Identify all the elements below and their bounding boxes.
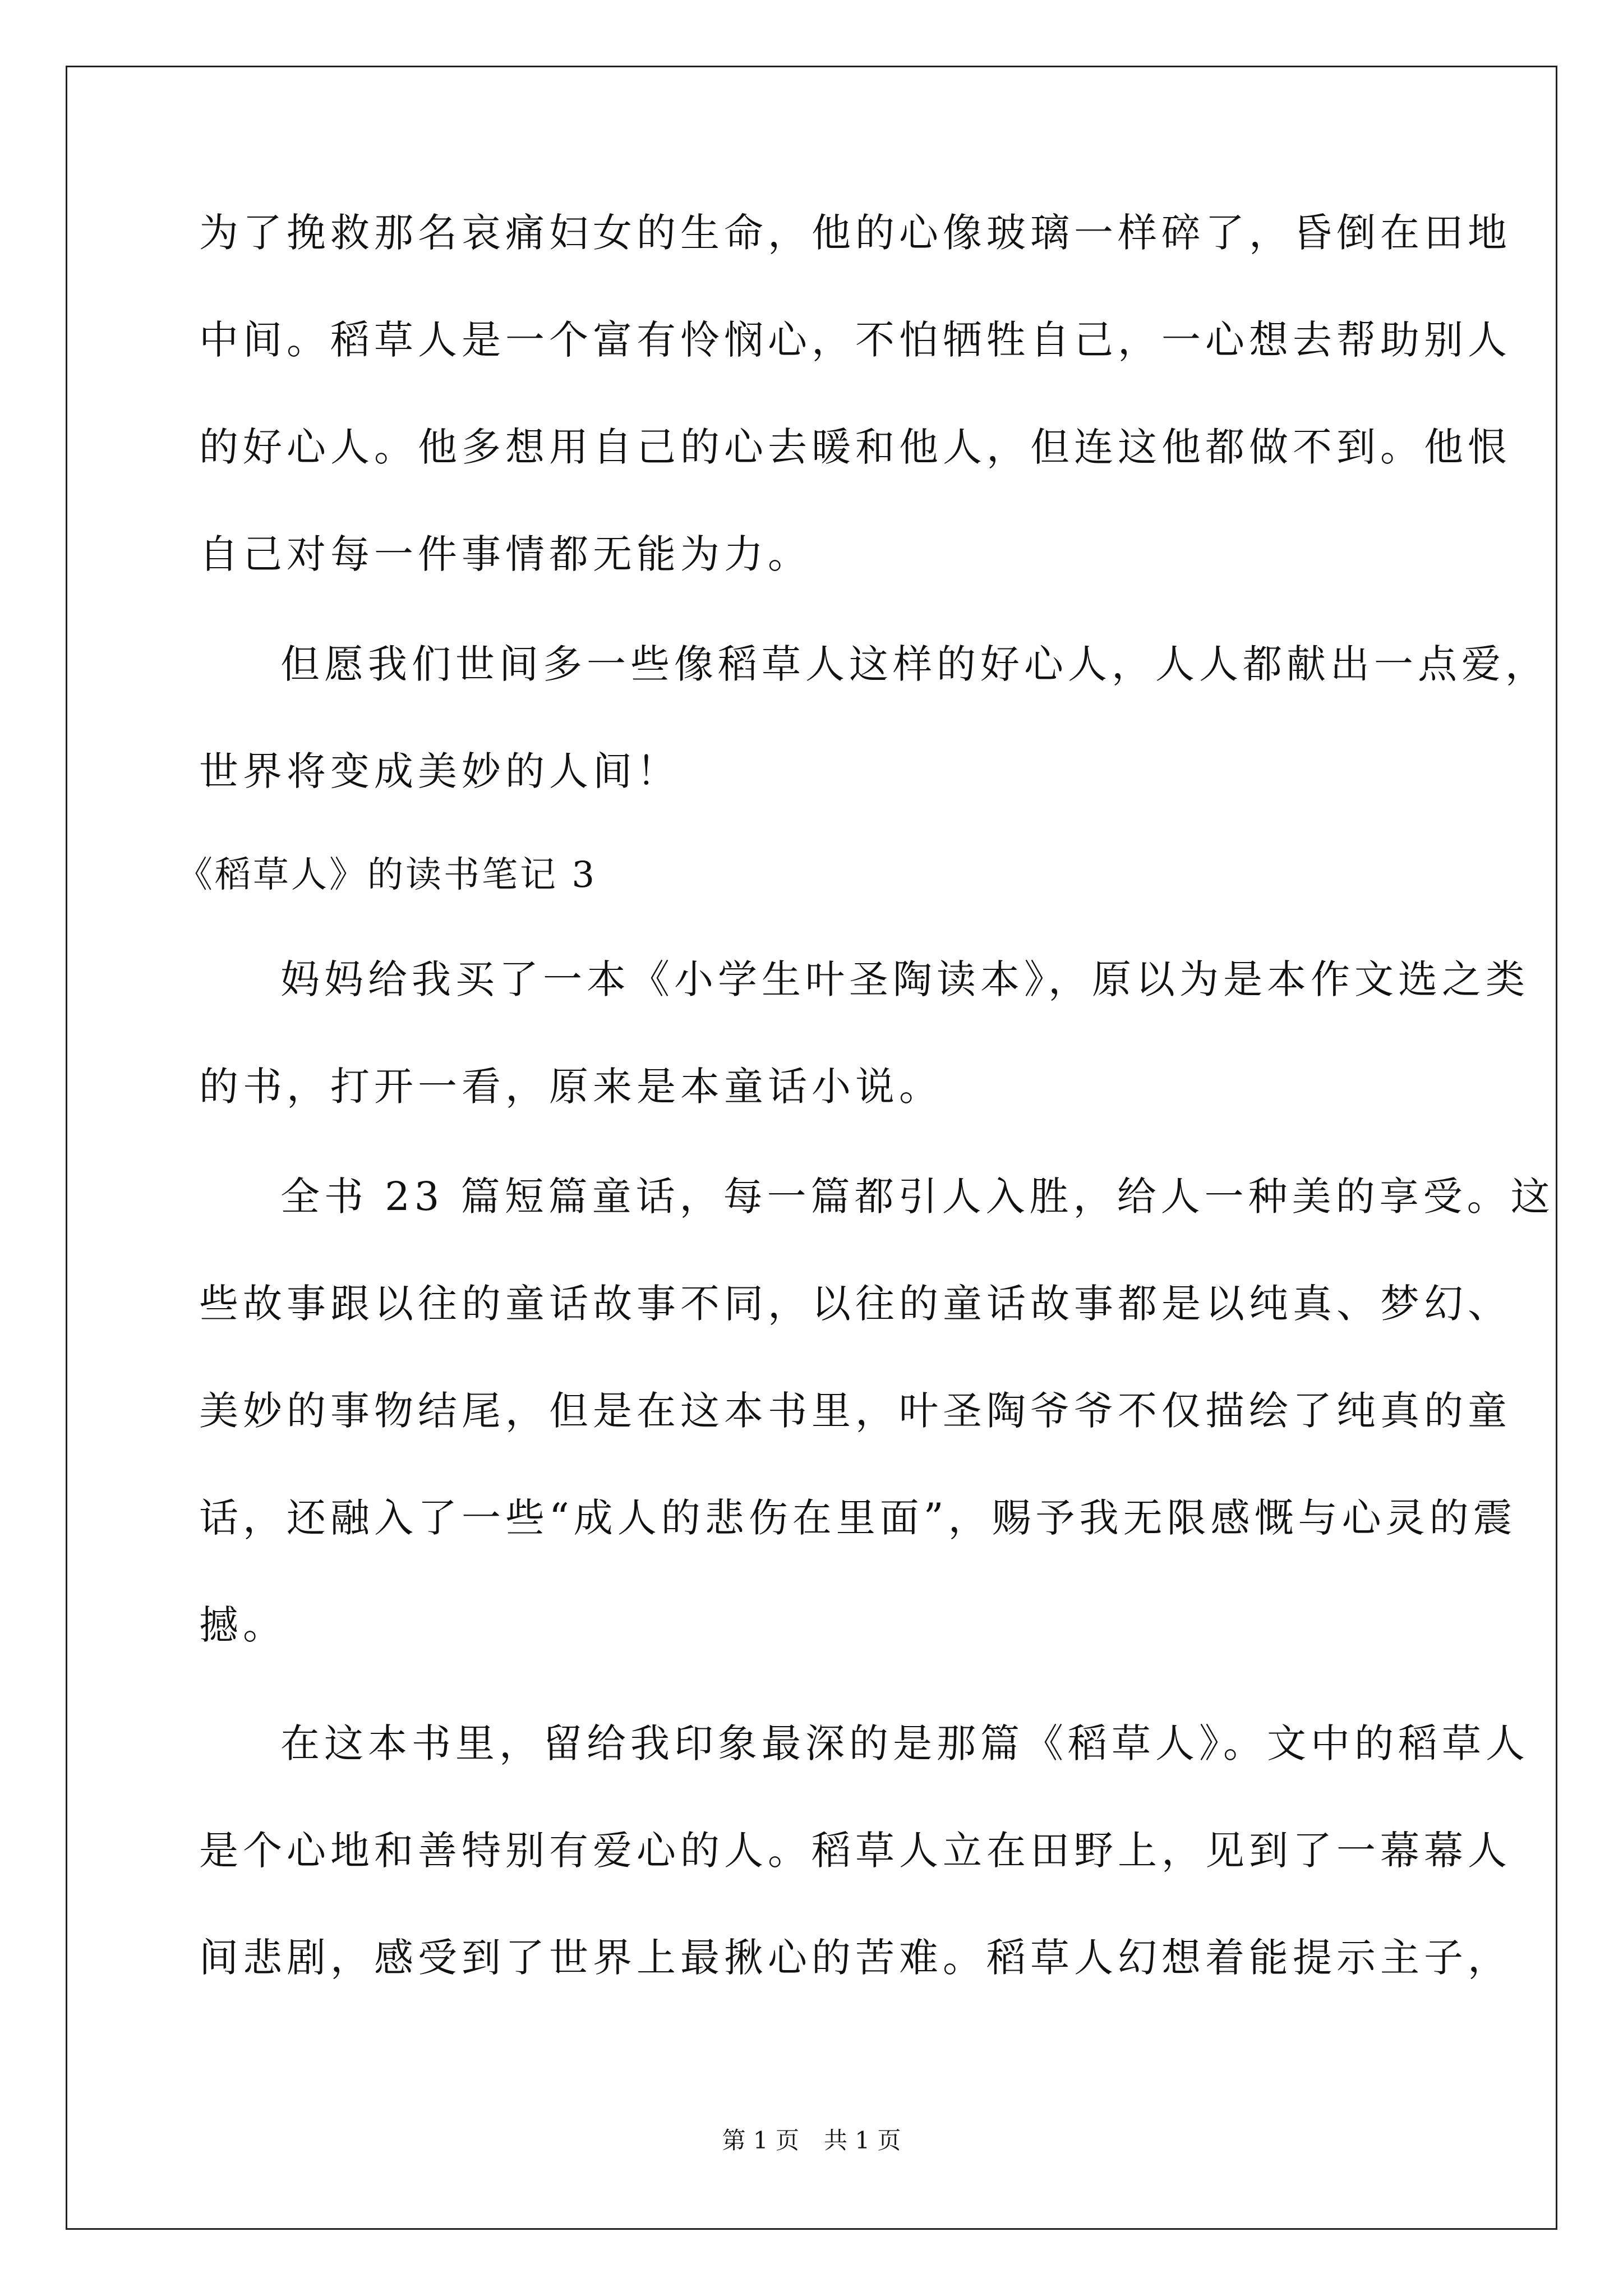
text-line: 为了挽救那名哀痛妇女的生命，他的心像玻璃一样碎了，昏倒在田地 xyxy=(199,210,1511,256)
section-heading: 《稻草人》的读书笔记 3 xyxy=(177,854,597,896)
page-footer xyxy=(0,2125,1623,2156)
text-line: 美妙的事物结尾，但是在这本书里，叶圣陶爷爷不仅描绘了纯真的童 xyxy=(199,1388,1511,1434)
page-total: 共 1 页 xyxy=(824,2127,901,2154)
paragraph-first-line: 但愿我们世间多一些像稻草人这样的好心人，人人都献出一点爱， xyxy=(280,641,1549,687)
text-line: 话，还融入了一些“成人的悲伤在里面”，赐予我无限感慨与心灵的震 xyxy=(199,1495,1517,1541)
text-line: 世界将变成美妙的人间！ xyxy=(199,748,680,794)
text-line: 撼。 xyxy=(199,1602,287,1648)
paragraph-first-line: 在这本书里，留给我印象最深的是那篇《稻草人》。文中的稻草人 xyxy=(280,1720,1529,1766)
paragraph-first-line: 妈妈给我买了一本《小学生叶圣陶读本》，原以为是本作文选之类 xyxy=(280,956,1529,1002)
page-border xyxy=(66,66,1557,2230)
text-line: 自己对每一件事情都无能为力。 xyxy=(199,531,811,577)
text-line: 的好心人。他多想用自己的心去暖和他人，但连这他都做不到。他恨 xyxy=(199,424,1511,470)
text-line: 些故事跟以往的童话故事不同，以往的童话故事都是以纯真、梦幻、 xyxy=(199,1281,1511,1327)
text-line: 的书，打开一看，原来是本童话小说。 xyxy=(199,1064,943,1110)
text-line: 间悲剧，感受到了世界上最揪心的苦难。稻草人幻想着能提示主子， xyxy=(199,1935,1511,1981)
paragraph-first-line: 全书 23 篇短篇童话，每一篇都引人入胜，给人一种美的享受。这 xyxy=(280,1174,1555,1220)
text-line: 是个心地和善特别有爱心的人。稻草人立在田野上，见到了一幕幕人 xyxy=(199,1828,1511,1874)
text-line: 中间。稻草人是一个富有怜悯心，不怕牺牲自己，一心想去帮助别人 xyxy=(199,317,1511,363)
page-number: 第 1 页 xyxy=(722,2127,799,2154)
